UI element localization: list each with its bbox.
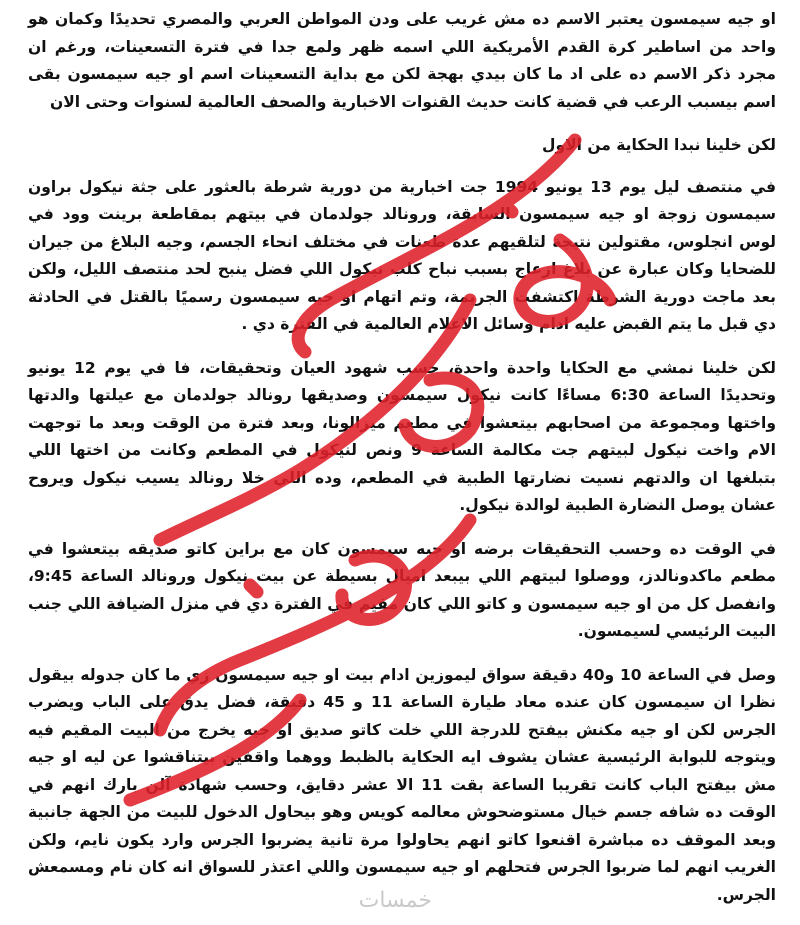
document-body	[28, 6, 776, 925]
paragraph-crime-report: في منتصف ليل يوم 13 يونيو 1994 جت اخبارية من دورية شرطة بالعثور على جثة نيكول براون سيمسون زوجة او جيه سيمسون السابقة، ورونالد جولدمان في بيتهم بمقاطعة برينت وود في لوس انجلوس، مقتولين نتيجة لتلقيهم عدة طعنات في مختلف انحاء الجسم، وجيه البلاغ من جيران للضحايا وكان عبارة عن بلاغ ازعاج بسبب نباح كلب نيكول اللي فضل ينبح لحد منتصف الليل، ولكن بعد ماجت دورية الشرطة اكتشفت الجريمة، وتم اتهام او جيه سيمسون رسميًا بالقتل في الحادثة دي قبل ما يتم القبض عليه ادام وسائل الاعلام العالمية في الفترة دي .	[28, 177, 776, 333]
paragraph-intro: او جيه سيمسون يعتبر الاسم ده مش غريب على ودن المواطن العربي والمصري تحديدًا وكمان هو واحد من اساطير كرة القدم الأمريكية اللي اسمه ظهر ولمع جدا في فترة التسعينات، ورغم ان مجرد ذكر الاسم ده على اد ما كان بيدي بهجة لكن مع بداية التسعينات اسم او جيه سيمسون بقى اسم بيسبب الرعب في قضية كانت حديث القنوات الاخبارية والصحف العالمية لسنوات وحتى الان	[28, 10, 776, 111]
paragraph-heading: لكن خلينا نبدا الحكاية من الاول	[542, 136, 776, 154]
paragraph-timeline: لكن خلينا نمشي مع الحكايا واحدة واحدة، حسب شهود العيان وتحقيقات، فا في يوم 12 يونيو وتحديدًا الساعة 6:30 مساءًا كانت نيكول سيمسون وصديقها رونالد جولدمان مع عيلتها والدتها واختها ومجموعة من اصحابهم بيتعشوا في مطعم ميزالونا، وبعد فترة من الوقت وبعد ما توجهت الام واخت نيكول لبيتهم جت مكالمة الساعة 9 ونص لنيكول في المطعم وكانت من اختها اللي بتبلغها ان والدتهم نسيت نضارتها الطبية في المطعم، وده اللي خلا رونالد يسيب نيكول ويروح عشان يوصل النضارة الطبية لوالدة نيكول.	[28, 358, 777, 514]
paragraph-investigation: في الوقت ده وحسب التحقيقات برضه او جيه سيمسون كان مع براين كاتو صديقه بيتعشوا في مطعم ماكدونالدز، ووصلوا لبيتهم اللي بيبعد اميال بسيطة عن بيت نيكول ورونالد الساعة 9:45، وانفصل كل من او جيه سيمسون و كاتو اللي كان مقيم في الفترة دي في منزل الضيافة اللي جنب البيت الرئيسي لسيمسون.	[28, 539, 776, 640]
site-watermark: خمسات	[358, 888, 432, 913]
paragraph-limousine: وصل في الساعة 10 و40 دقيقة سواق ليموزين ادام بيت او جيه سيمسون زي ما كان جدوله بيقول نظرا ان سيمسون كان عنده معاد طيارة الساعة 11 و 45 دقيقة، فضل يدق على الباب ويضرب الجرس لكن او جيه مكنش بيفتح للدرجة اللي خلت كاتو صديق او جيه يخرج من البيت المقيم فيه ويتوجه للبوابة الرئيسية عشان يشوف ايه الحكاية بالظبط ووهما واقفين بيتناقشوا عن ليه او جيه مش بيفتح الباب كانت تقريبا الساعة بقت 11 الا عشر دقايق، وحسب شهادة آلن بارك انهم في الوقت ده شافه جسم خيال مستوضحوش معالمه كويس وهو بيحاول الدخول للبيت من الجهة جانبية وبعد الموقف ده مباشرة اقنعوا كاتو انهم يحاولوا مرة تانية يضربوا الجرس وارد يكون نايم، ولكن الغريب انهم لما ضربوا الجرس فتحلهم او جيه سيمسون واللي اعتذر للسواق انه كان نام ومسمعش الجرس.	[28, 665, 777, 904]
